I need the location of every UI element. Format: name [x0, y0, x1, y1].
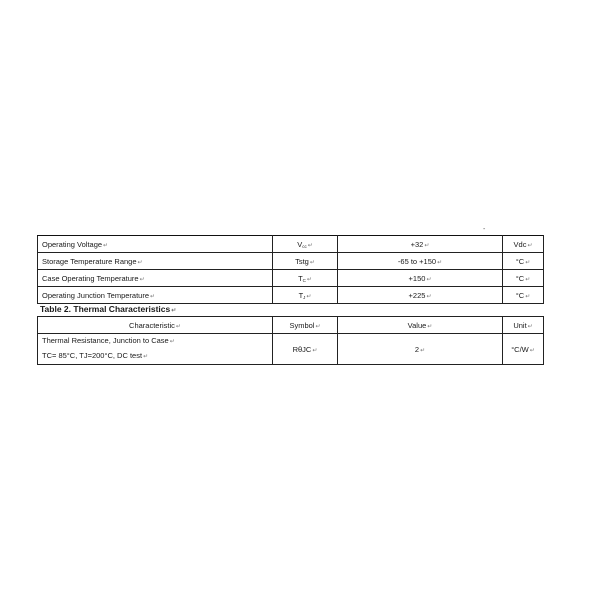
- cell-unit: °C/W↵: [503, 334, 544, 365]
- cell-unit: °C↵: [503, 253, 544, 270]
- cell-value: 2↵: [338, 334, 503, 365]
- cell-symbol: TJ↵: [273, 287, 338, 304]
- cell-value: +32↵: [338, 236, 503, 253]
- cell-parameter: Operating Voltage↵: [38, 236, 273, 253]
- table-row: [38, 253, 544, 270]
- header-unit: Unit↵: [503, 317, 544, 334]
- cell-value: -65 to +150↵: [338, 253, 503, 270]
- cell-unit: °C↵: [503, 287, 544, 304]
- cell-parameter: Storage Temperature Range↵: [38, 253, 273, 270]
- cell-symbol: Vcc↵: [273, 236, 338, 253]
- cell-value: +150↵: [338, 270, 503, 287]
- cell-symbol: RθJC↵: [273, 334, 338, 365]
- cell-characteristic: Thermal Resistance, Junction to Case↵ TC= 85°C, TJ=200°C, DC test↵: [38, 334, 273, 365]
- return-mark: ↵: [103, 242, 109, 249]
- header-value: Value↵: [338, 317, 503, 334]
- header-symbol: Symbol↵: [273, 317, 338, 334]
- header-characteristic: Characteristic↵: [38, 317, 273, 334]
- table-2-title: Table 2. Thermal Characteristics↵: [40, 304, 177, 314]
- table-row: [38, 287, 544, 304]
- table-row: [38, 334, 544, 365]
- cell-symbol: TC↵: [273, 270, 338, 287]
- thermal-characteristics-table: [37, 316, 544, 365]
- cell-unit: °C↵: [503, 270, 544, 287]
- table-row: [38, 270, 544, 287]
- table-row: [38, 236, 544, 253]
- cell-symbol: Tstg↵: [273, 253, 338, 270]
- stray-mark: -: [483, 226, 486, 233]
- cell-parameter: Operating Junction Temperature↵: [38, 287, 273, 304]
- cell-value: +225↵: [338, 287, 503, 304]
- cell-unit: Vdc↵: [503, 236, 544, 253]
- max-ratings-table: [37, 235, 544, 304]
- cell-parameter: Case Operating Temperature↵: [38, 270, 273, 287]
- table-header-row: [38, 317, 544, 334]
